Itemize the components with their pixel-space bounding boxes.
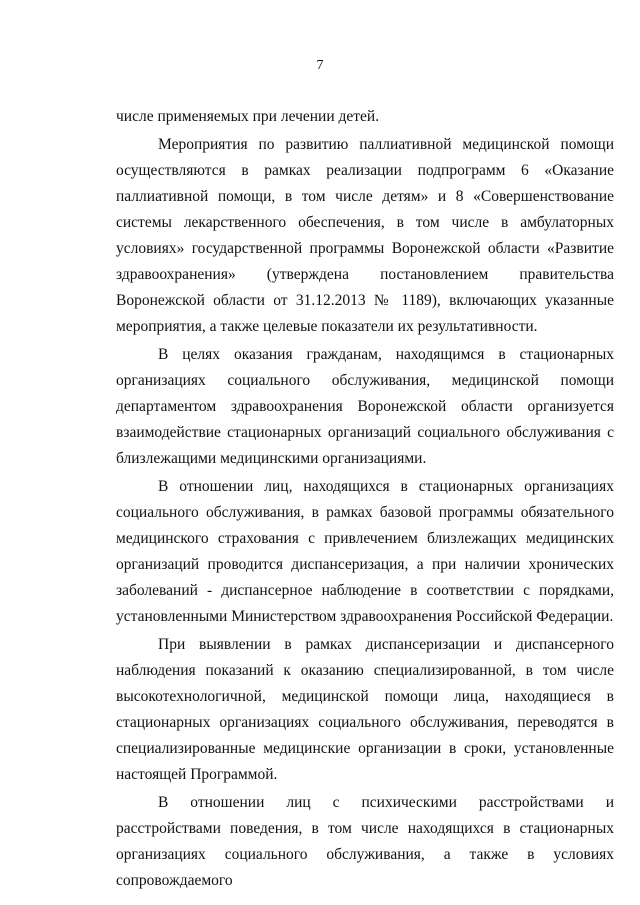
page-number: 7: [316, 58, 324, 73]
paragraph-palliative-care: Мероприятия по развитию паллиативной медицинской помощи осуществляются в рамках реализации подпрограмм 6 «Оказание паллиативной помощи, в том числе детям» и 8 «Совершенствование системы лекарственного обеспечения, в том числе в амбулаторных условиях» государственной программы Воронежской области «Развитие здравоохранения» (утверждена постановлением правительства Воронежской области от 31.12.2013 № 1189), включающих указанные мероприятия, а также целевые показатели их результативности.: [116, 136, 614, 335]
paragraph-specialized-care: При выявлении в рамках диспансеризации и диспансерного наблюдения показаний к оказанию специализированной, в том числе высокотехнологичной, медицинской помощи лица, находящиеся в стационарных организациях социального обслуживания, переводятся в специализированные медицинские организации в сроки, установленные настоящей Программой.: [116, 636, 614, 783]
paragraph-dispensary: В отношении лиц, находящихся в стационарных организациях социального обслуживания, в рамках базовой программы обязательного медицинского страхования с привлечением близлежащих медицинских организаций проводится диспансеризация, а при наличии хронических заболеваний - диспансерное наблюдение в соответствии с порядками, установленными Министерством здравоохранения Российской Федерации.: [116, 478, 614, 625]
document-body: [116, 104, 614, 896]
paragraph-social-institutions: В целях оказания гражданам, находящимся в стационарных организациях социального обслуживания, медицинской помощи департаментом здравоохранения Воронежской области организуется взаимодействие стационарных организаций социального обслуживания с близлежащими медицинскими организациями.: [116, 346, 614, 467]
paragraph-mental-disorders: В отношении лиц с психическими расстройствами и расстройствами поведения, в том числе находящихся в стационарных организациях социального обслуживания, а также в условиях сопровождаемого: [116, 794, 614, 889]
paragraph-continuation: числе применяемых при лечении детей.: [116, 108, 380, 125]
